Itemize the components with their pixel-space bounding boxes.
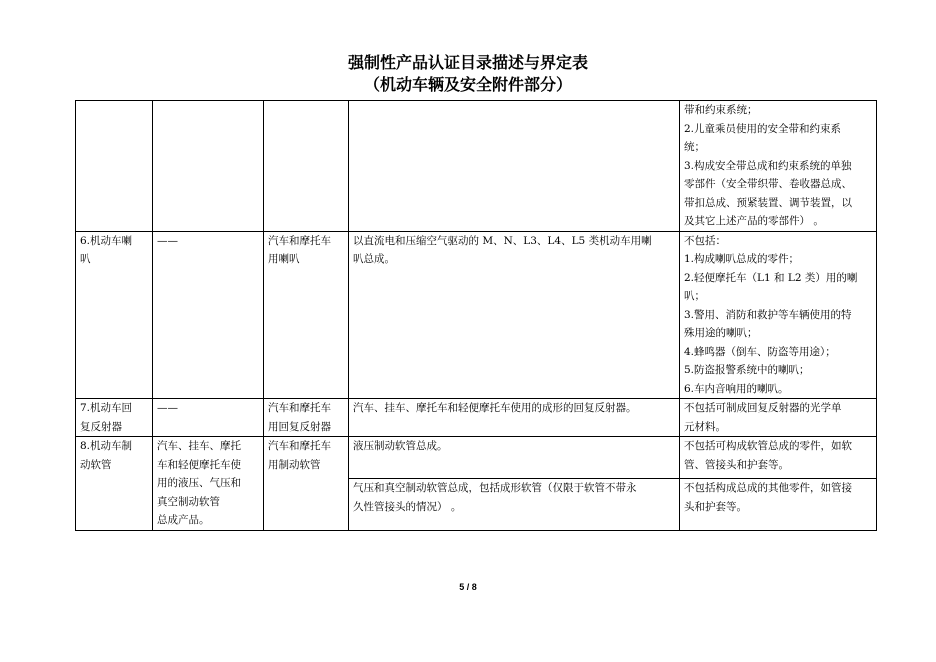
product-cell: 6.机动车喇 叭 bbox=[76, 231, 153, 399]
description-cell: 气压和真空制动软管总成，包括成形软管（仅限于软管不带永 久性管接头的情况） 。 bbox=[349, 479, 680, 530]
exclusion-cell: 不包括： 1.构成喇叭总成的零件； 2.轻便摩托车（L1 和 L2 类）用的喇 叭； 3.警用、消防和救护等车辆使用的特 殊用途的喇叭； 4.蜂鸣器（倒车、防盗等用途）； 5.防盗报警系统中的喇叭； 6.车内音响用的喇叭。 bbox=[680, 231, 877, 399]
product-cell: 8.机动车制 动软管 bbox=[76, 437, 153, 531]
description-cell bbox=[349, 101, 680, 232]
exclusion-cell: 不包括可制成回复反射器的光学单 元材料。 bbox=[680, 399, 877, 437]
table-row bbox=[76, 231, 877, 399]
document-subtitle: （机动车辆及安全附件部分） bbox=[363, 75, 572, 94]
category-cell: 汽车和摩托车 用制动软管 bbox=[264, 437, 349, 531]
page-number: 5 / 8 bbox=[459, 582, 477, 592]
scope-cell: —— bbox=[153, 231, 264, 399]
scope-cell: 汽车、挂车、摩托 车和轻便摩托车使 用的液压、气压和 真空制动软管 总成产品。 bbox=[153, 437, 264, 531]
table-row bbox=[76, 437, 877, 479]
description-cell: 汽车、挂车、摩托车和轻便摩托车使用的成形的回复反射器。 bbox=[349, 399, 680, 437]
scope-cell: —— bbox=[153, 399, 264, 437]
scope-cell bbox=[153, 101, 264, 232]
category-cell bbox=[264, 101, 349, 232]
exclusion-cell: 不包括构成总成的其他零件，如管接 头和护套等。 bbox=[680, 479, 877, 530]
catalog-table bbox=[75, 100, 877, 531]
category-cell: 汽车和摩托车 用回复反射器 bbox=[264, 399, 349, 437]
product-cell bbox=[76, 101, 153, 232]
document-title: 强制性产品认证目录描述与界定表 bbox=[347, 53, 588, 72]
description-cell: 液压制动软管总成。 bbox=[349, 437, 680, 479]
product-cell: 7.机动车回 复反射器 bbox=[76, 399, 153, 437]
exclusion-cell: 带和约束系统； 2.儿童乘员使用的安全带和约束系 统； 3.构成安全带总成和约束系统的单独 零部件（安全带织带、卷收器总成、 带扣总成、预紧装置、调节装置，以 及其它上述产品的零部件） 。 bbox=[680, 101, 877, 232]
exclusion-cell: 不包括可构成软管总成的零件，如软 管、管接头和护套等。 bbox=[680, 437, 877, 479]
table-row bbox=[76, 101, 877, 232]
category-cell: 汽车和摩托车 用喇叭 bbox=[264, 231, 349, 399]
description-cell: 以直流电和压缩空气驱动的 M、N、L3、L4、L5 类机动车用喇 叭总成。 bbox=[349, 231, 680, 399]
table-row bbox=[76, 399, 877, 437]
